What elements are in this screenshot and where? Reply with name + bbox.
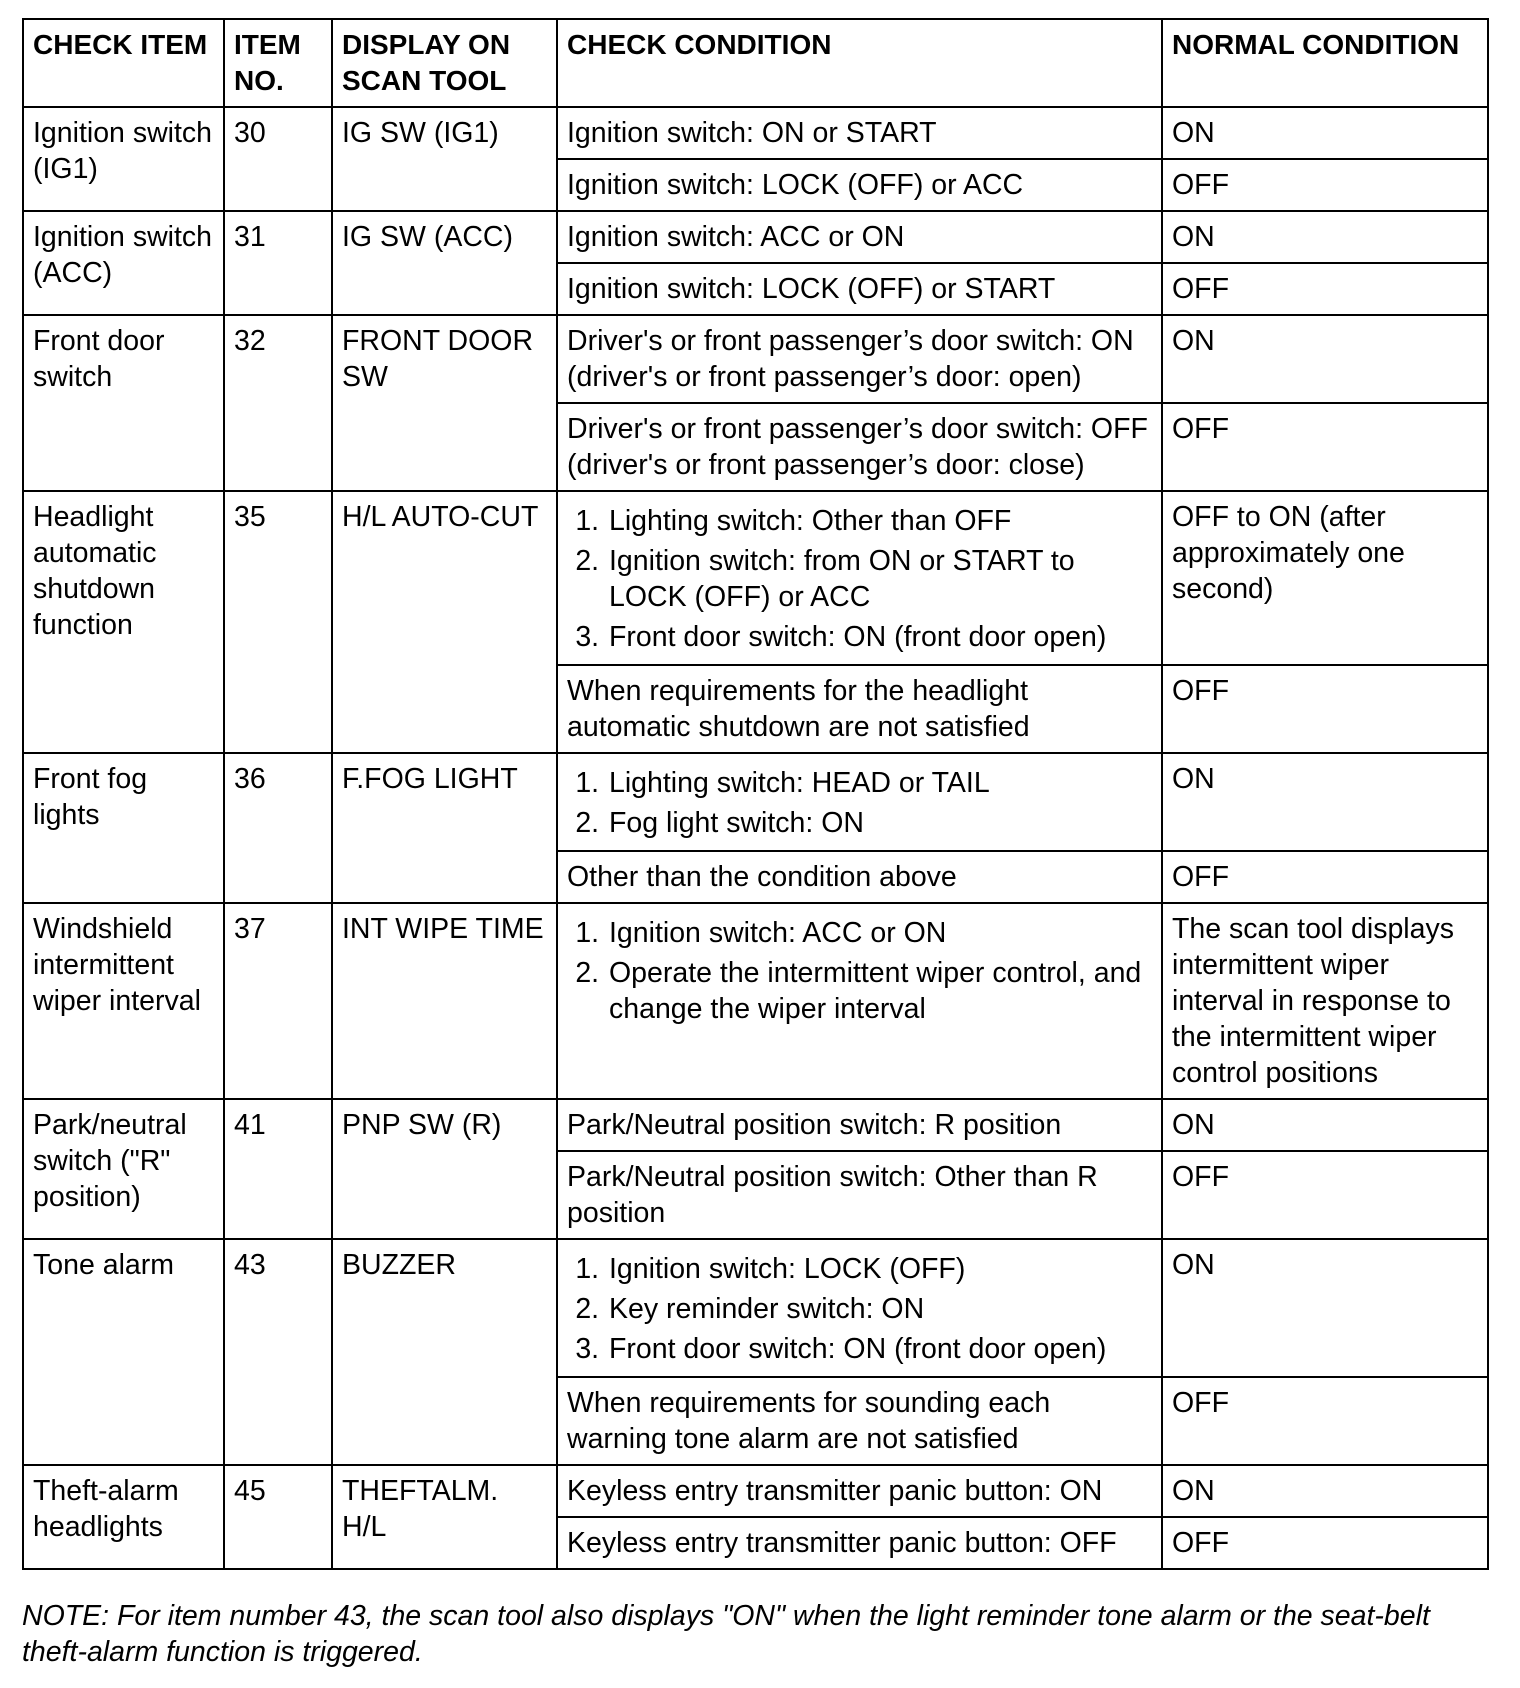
check-item-cell: Tone alarm <box>23 1239 224 1465</box>
table-row <box>23 753 1488 851</box>
check-condition-cell: Other than the condition above <box>557 851 1162 903</box>
item-number-cell: 30 <box>224 107 332 211</box>
check-item-cell: Ignition switch (IG1) <box>23 107 224 211</box>
normal-condition-cell: ON <box>1162 315 1488 403</box>
check-item-cell: Windshield intermittent wiper interval <box>23 903 224 1099</box>
scan-tool-display-cell: INT WIPE TIME <box>332 903 557 1099</box>
check-condition-cell: Driver's or front passenger’s door switch: ON (driver's or front passenger’s door: open) <box>557 315 1162 403</box>
normal-condition-cell: OFF <box>1162 1517 1488 1569</box>
check-condition-cell: Park/Neutral position switch: Other than R position <box>557 1151 1162 1239</box>
check-condition-cell: Ignition switch: ON or START <box>557 107 1162 159</box>
normal-condition-cell: The scan tool displays intermittent wiper interval in response to the intermittent wiper control positions <box>1162 903 1488 1099</box>
condition-steps-list <box>567 765 1153 841</box>
condition-step: 1. Ignition switch: LOCK (OFF) <box>607 1251 1153 1287</box>
normal-condition-cell: OFF <box>1162 1377 1488 1465</box>
table-row <box>23 211 1488 263</box>
normal-condition-cell: OFF <box>1162 851 1488 903</box>
normal-condition-cell: OFF <box>1162 403 1488 491</box>
check-item-cell: Park/neutral switch ("R" position) <box>23 1099 224 1239</box>
condition-step: 3. Front door switch: ON (front door open) <box>607 619 1153 655</box>
item-number-cell: 35 <box>224 491 332 753</box>
table-row <box>23 1465 1488 1517</box>
item-number-cell: 36 <box>224 753 332 903</box>
table-row <box>23 107 1488 159</box>
check-item-cell: Front door switch <box>23 315 224 491</box>
condition-step: 1. Lighting switch: HEAD or TAIL <box>607 765 1153 801</box>
check-condition-cell <box>557 753 1162 851</box>
condition-step: 2. Fog light switch: ON <box>607 805 1153 841</box>
scan-tool-display-cell: H/L AUTO-CUT <box>332 491 557 753</box>
footnote: NOTE: For item number 43, the scan tool also displays "ON" when the light reminder tone alarm or the seat-belt theft-alarm function is triggered. <box>22 1600 1430 1668</box>
condition-step: 2. Operate the intermittent wiper control, and change the wiper interval <box>607 955 1153 1027</box>
check-item-table <box>22 18 1489 1570</box>
check-condition-cell: Driver's or front passenger’s door switch: OFF (driver's or front passenger’s door: close) <box>557 403 1162 491</box>
check-condition-cell: When requirements for the headlight automatic shutdown are not satisfied <box>557 665 1162 753</box>
table-row <box>23 1099 1488 1151</box>
check-condition-cell <box>557 903 1162 1099</box>
condition-step: 1. Lighting switch: Other than OFF <box>607 503 1153 539</box>
header-normal-condition: NORMAL CONDITION <box>1162 19 1488 107</box>
header-check-item: CHECK ITEM <box>23 19 224 107</box>
scan-tool-display-cell: IG SW (ACC) <box>332 211 557 315</box>
normal-condition-cell: ON <box>1162 1239 1488 1377</box>
normal-condition-cell: ON <box>1162 1099 1488 1151</box>
scan-tool-display-cell: PNP SW (R) <box>332 1099 557 1239</box>
check-condition-cell: Keyless entry transmitter panic button: ON <box>557 1465 1162 1517</box>
condition-steps-list <box>567 915 1153 1027</box>
normal-condition-cell: OFF <box>1162 1151 1488 1239</box>
scan-tool-display-cell: IG SW (IG1) <box>332 107 557 211</box>
normal-condition-cell: OFF <box>1162 665 1488 753</box>
condition-step: 2. Ignition switch: from ON or START to LOCK (OFF) or ACC <box>607 543 1153 615</box>
condition-step: 3. Front door switch: ON (front door open) <box>607 1331 1153 1367</box>
header-item-no: ITEM NO. <box>224 19 332 107</box>
check-condition-cell: Keyless entry transmitter panic button: OFF <box>557 1517 1162 1569</box>
normal-condition-cell: OFF to ON (after approximately one second) <box>1162 491 1488 665</box>
check-condition-cell <box>557 491 1162 665</box>
item-number-cell: 45 <box>224 1465 332 1569</box>
normal-condition-cell: OFF <box>1162 263 1488 315</box>
normal-condition-cell: ON <box>1162 211 1488 263</box>
check-condition-cell: When requirements for sounding each warning tone alarm are not satisfied <box>557 1377 1162 1465</box>
normal-condition-cell: ON <box>1162 1465 1488 1517</box>
check-condition-cell: Park/Neutral position switch: R position <box>557 1099 1162 1151</box>
table-row <box>23 491 1488 665</box>
table-row <box>23 903 1488 1099</box>
item-number-cell: 43 <box>224 1239 332 1465</box>
condition-step: 1. Ignition switch: ACC or ON <box>607 915 1153 951</box>
table-body <box>23 107 1488 1569</box>
normal-condition-cell: ON <box>1162 107 1488 159</box>
check-item-cell: Ignition switch (ACC) <box>23 211 224 315</box>
normal-condition-cell: ON <box>1162 753 1488 851</box>
condition-step: 2. Key reminder switch: ON <box>607 1291 1153 1327</box>
check-condition-cell <box>557 1239 1162 1377</box>
item-number-cell: 37 <box>224 903 332 1099</box>
scan-tool-display-cell: THEFTALM. H/L <box>332 1465 557 1569</box>
check-condition-cell: Ignition switch: LOCK (OFF) or ACC <box>557 159 1162 211</box>
condition-steps-list <box>567 503 1153 655</box>
check-item-cell: Headlight automatic shutdown function <box>23 491 224 753</box>
check-item-cell: Theft-alarm headlights <box>23 1465 224 1569</box>
header-row <box>23 19 1488 107</box>
check-condition-cell: Ignition switch: ACC or ON <box>557 211 1162 263</box>
table-row <box>23 315 1488 403</box>
table-row <box>23 1239 1488 1377</box>
item-number-cell: 41 <box>224 1099 332 1239</box>
scan-tool-display-cell: FRONT DOOR SW <box>332 315 557 491</box>
header-display-on-scan-tool: DISPLAY ON SCAN TOOL <box>332 19 557 107</box>
check-item-cell: Front fog lights <box>23 753 224 903</box>
normal-condition-cell: OFF <box>1162 159 1488 211</box>
scan-tool-display-cell: F.FOG LIGHT <box>332 753 557 903</box>
check-condition-cell: Ignition switch: LOCK (OFF) or START <box>557 263 1162 315</box>
item-number-cell: 32 <box>224 315 332 491</box>
table-header <box>23 19 1488 107</box>
scan-tool-display-cell: BUZZER <box>332 1239 557 1465</box>
header-check-condition: CHECK CONDITION <box>557 19 1162 107</box>
condition-steps-list <box>567 1251 1153 1367</box>
item-number-cell: 31 <box>224 211 332 315</box>
